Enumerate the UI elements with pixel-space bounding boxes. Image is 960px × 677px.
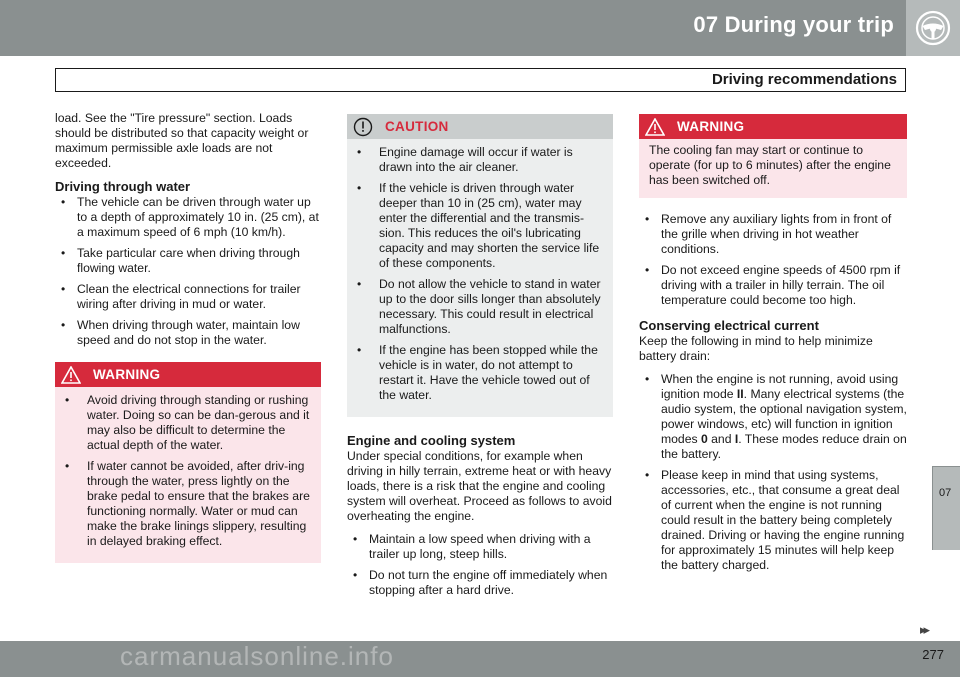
caution-bullet-list — [357, 145, 603, 403]
warning-bullet-list — [65, 393, 311, 549]
trailer-bullet-list — [639, 212, 907, 308]
list-item: • Avoid driving through standing or rushing water. Doing so can be dan-gerous and it may also be difficult to determine the actual depth of the water. — [65, 393, 311, 453]
cooling-heading: Engine and cooling system — [347, 433, 516, 448]
ignition-mode-0: 0 — [700, 432, 708, 446]
electrical-bullet-list — [639, 372, 907, 573]
section-title: Driving recommendations — [711, 71, 897, 88]
warning-header — [55, 362, 321, 387]
list-item: • Clean the electrical connections for trailer wiring after driving in mud or water. — [55, 282, 321, 312]
list-item: • If the engine has been stopped while the vehicle is in water, do not attempt to restart it. Have the vehicle towed out of the water. — [357, 343, 603, 403]
side-tab-label: 07 — [939, 487, 952, 499]
ignition-mode-i: I — [734, 432, 739, 446]
list-item: • When driving through water, maintain low speed and do not stop in the water. — [55, 318, 321, 348]
chapter-header-bar — [0, 0, 960, 56]
list-item: • Do not allow the vehicle to stand in water up to the door sills longer than absolutely necessary. This could result in electrical malfunctions. — [357, 277, 603, 337]
electrical-paragraph: Keep the following in mind to help minimize battery drain: — [639, 334, 873, 363]
cooling-paragraph: Under special conditions, for example when driving in hilly terrain, extreme heat or with heavy loads, there is a risk that the engine and cooling system will overheat. Proceed as follows to avoid overheating the engine. — [347, 449, 612, 523]
page-number: 277 — [922, 647, 944, 662]
section-header — [55, 68, 906, 92]
list-item: • When the engine is not running, avoid using ignition mode II. Many electrical systems (the audio system, the optional navigation system, power windows, etc) will function in ignition modes 0 and I. These modes reduce drain on the battery. — [639, 372, 907, 462]
column-middle — [347, 111, 613, 604]
warning-label: WARNING — [677, 119, 745, 134]
intro-paragraph: load. See the "Tire pressure" section. Loads should be distributed so that capacity weight or maximum permissible axle loads are not exceeded. — [55, 111, 309, 170]
cooling-bullet-list — [347, 532, 613, 598]
list-item: • Take particular care when driving through flowing water. — [55, 246, 321, 276]
water-warning-box — [55, 362, 321, 563]
list-item: • Please keep in mind that using systems, accessories, etc., that consume a great deal of current when the engine is not running could result in the battery being completely drained. Driving or having the engine running for approximately 15 minutes will help keep the battery charged. — [639, 468, 907, 573]
chapter-icon-box — [906, 0, 960, 56]
cooling-fan-warning-box — [639, 114, 907, 198]
water-heading: Driving through water — [55, 179, 191, 194]
chapter-side-tab[interactable] — [932, 466, 960, 550]
list-item: • If water cannot be avoided, after driv-ing through the water, press lightly on the brake pedal to ensure that the brakes are functioning normally. Water or mud can make the brake linings slippery, resulting in delayed braking effect. — [65, 459, 311, 549]
chapter-title: 07 During your trip — [693, 12, 894, 37]
ignition-mode-ii: II — [736, 387, 744, 401]
list-item: • Maintain a low speed when driving with a trailer up long, steep hills. — [347, 532, 613, 562]
list-item: • The vehicle can be driven through water up to a depth of approximately 10 in. (25 cm), at a maximum speed of 6 mph (10 km/h). — [55, 195, 321, 240]
list-item: • Remove any auxiliary lights from in front of the grille when driving in hot weather conditions. — [639, 212, 907, 257]
watermark: carmanualsonline.info — [120, 641, 394, 671]
column-left — [55, 111, 321, 563]
list-item: • Engine damage will occur if water is drawn into the air cleaner. — [357, 145, 603, 175]
list-item: • Do not exceed engine speeds of 4500 rpm if driving with a trailer in hilly terrain. The oil temperature could become too high. — [639, 263, 907, 308]
water-bullet-list — [55, 195, 321, 348]
warning-triangle-icon — [61, 366, 81, 384]
warning-text: The cooling fan may start or continue to operate (for up to 6 minutes) after the engine has been switched off. — [649, 143, 891, 187]
warning-triangle-icon — [645, 118, 665, 136]
caution-box — [347, 114, 613, 417]
next-page-arrows-icon[interactable]: ▸▸ — [920, 622, 928, 637]
caution-header — [347, 114, 613, 139]
caution-label: CAUTION — [385, 119, 449, 134]
list-item: • Do not turn the engine off immediately when stopping after a hard drive. — [347, 568, 613, 598]
steering-wheel-icon — [914, 9, 952, 47]
column-right — [639, 111, 907, 579]
warning-label: WARNING — [93, 367, 161, 382]
warning-header — [639, 114, 907, 139]
caution-exclamation-icon — [353, 117, 373, 137]
list-item: • If the vehicle is driven through water deeper than 10 in (25 cm), water may enter the differential and the transmis-sion. This reduces the oil's lubricating capacity and may shorten the service life of these components. — [357, 181, 603, 271]
electrical-heading: Conserving electrical current — [639, 318, 819, 333]
